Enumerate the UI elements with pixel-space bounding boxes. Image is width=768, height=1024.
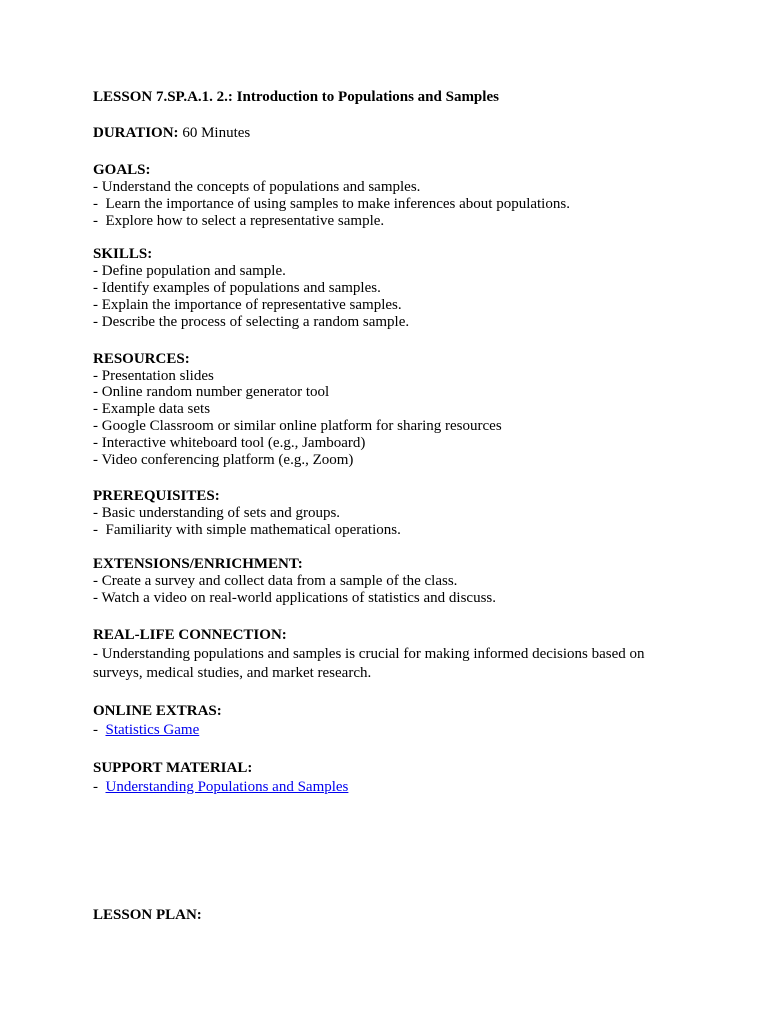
online-extras-section xyxy=(93,703,693,740)
goals-list xyxy=(93,179,693,229)
populations-samples-link[interactable]: Understanding Populations and Samples xyxy=(105,778,349,795)
real-life-text: - Understanding populations and samples is crucial for making informed decisions based on surveys, medical studies, and market research. xyxy=(93,645,645,681)
support-material-section xyxy=(93,760,693,797)
lesson-plan-heading: LESSON PLAN: xyxy=(93,907,202,923)
skill-item: - Explain the importance of representative samples. xyxy=(93,296,402,313)
duration-line xyxy=(93,124,693,142)
resources-heading: RESOURCES: xyxy=(93,350,190,367)
extensions-section xyxy=(93,556,693,607)
bullet-dash: - xyxy=(93,721,106,738)
skill-item: - Describe the process of selecting a random sample. xyxy=(93,313,410,330)
skill-item: - Identify examples of populations and samples. xyxy=(93,280,381,297)
skills-list xyxy=(93,263,693,330)
duration-value: 60 Minutes xyxy=(178,125,251,141)
skills-heading: SKILLS: xyxy=(93,246,153,263)
prerequisite-item: - Familiarity with simple mathematical operations. xyxy=(93,522,401,539)
goals-heading: GOALS: xyxy=(93,162,151,178)
real-life-heading: REAL-LIFE CONNECTION: xyxy=(93,626,287,643)
statistics-game-link[interactable]: Statistics Game xyxy=(105,721,200,738)
lesson-document xyxy=(93,88,693,797)
resources-section xyxy=(93,351,693,469)
prerequisite-item: - Basic understanding of sets and groups. xyxy=(93,505,341,522)
goal-item: - Explore how to select a representative sample. xyxy=(93,212,385,229)
resource-item: - Example data sets xyxy=(93,401,211,418)
online-extras-heading: ONLINE EXTRAS: xyxy=(93,702,222,719)
lesson-title: LESSON 7.SP.A.1. 2.: Introduction to Populations and Samples xyxy=(93,89,499,105)
goal-item: - Learn the importance of using samples to make inferences about populations. xyxy=(93,195,570,212)
goals-section xyxy=(93,162,693,229)
online-extras-item xyxy=(93,721,693,740)
prerequisites-section xyxy=(93,488,693,539)
skills-section xyxy=(93,246,693,330)
extension-item: - Watch a video on real-world applications of statistics and discuss. xyxy=(93,589,497,606)
real-life-section xyxy=(93,627,693,683)
resource-item: - Interactive whiteboard tool (e.g., Jamboard) xyxy=(93,434,366,451)
skill-item: - Define population and sample. xyxy=(93,263,286,280)
extension-item: - Create a survey and collect data from a sample of the class. xyxy=(93,572,458,589)
resource-item: - Online random number generator tool xyxy=(93,384,330,401)
resource-item: - Presentation slides xyxy=(93,367,214,384)
resources-list xyxy=(93,368,693,469)
support-material-item xyxy=(93,778,693,797)
support-material-heading: SUPPORT MATERIAL: xyxy=(93,759,253,776)
duration-label: DURATION: xyxy=(93,125,179,141)
bullet-dash: - xyxy=(93,778,106,795)
prerequisites-heading: PREREQUISITES: xyxy=(93,488,220,505)
resource-item: - Google Classroom or similar online platform for sharing resources xyxy=(93,417,502,434)
resource-item: - Video conferencing platform (e.g., Zoom) xyxy=(93,451,354,468)
extensions-list xyxy=(93,573,693,607)
extensions-heading: EXTENSIONS/ENRICHMENT: xyxy=(93,555,303,572)
prerequisites-list xyxy=(93,505,693,539)
goal-item: - Understand the concepts of populations and samples. xyxy=(93,179,421,195)
